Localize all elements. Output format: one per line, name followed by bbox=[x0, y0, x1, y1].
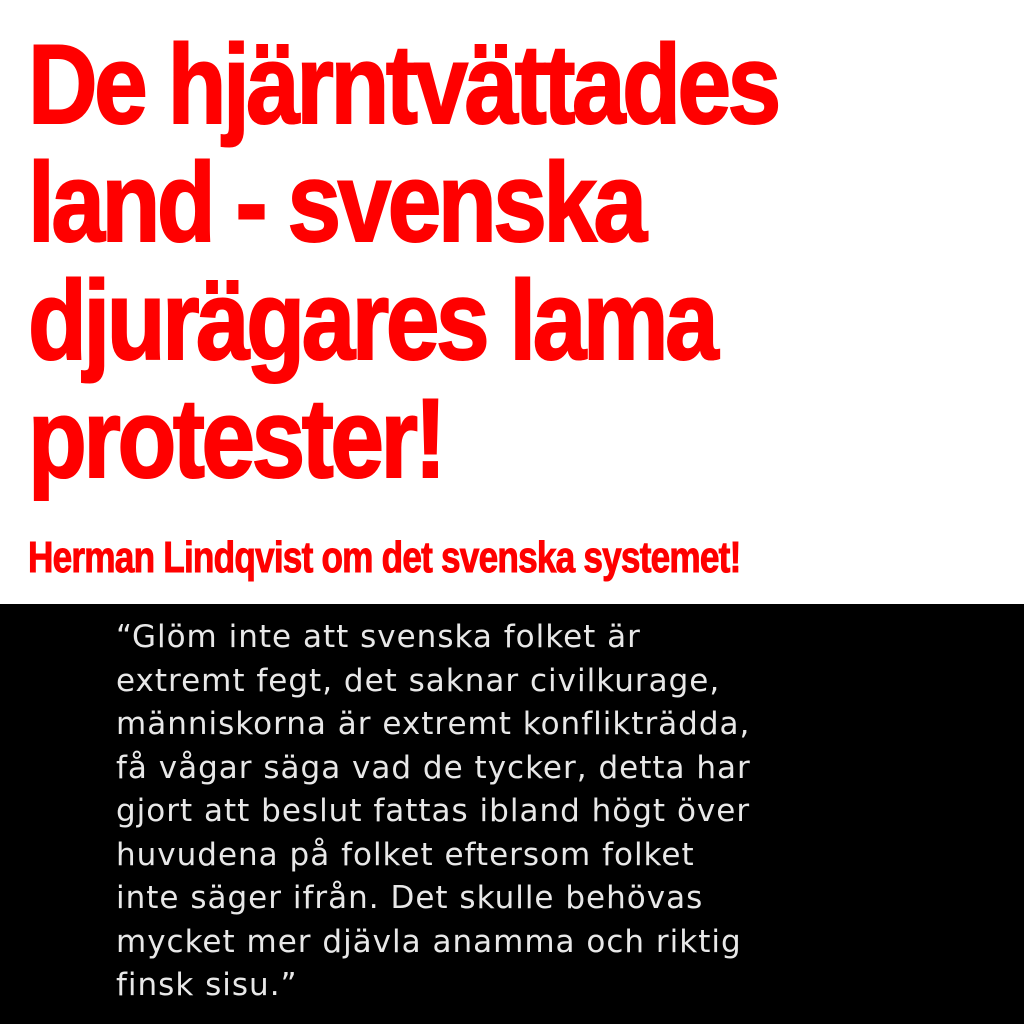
headline: De hjärntvättades land - svenska djurägares lama protester! bbox=[28, 22, 778, 501]
quote-text: “Glöm inte att svenska folket är extremt fegt, det saknar civilkurage, människorna är extremt konflikträdda, få vågar säga vad de tycker, detta har gjort att beslut fattas ibland högt över huvudena på folket eftersom folket inte säger ifrån. Det skulle behövas mycket mer djävla anamma och riktig finsk sisu.” bbox=[116, 619, 751, 1003]
quote-section bbox=[0, 604, 1024, 1024]
subheadline: Herman Lindqvist om det svenska systemet! bbox=[28, 533, 741, 582]
